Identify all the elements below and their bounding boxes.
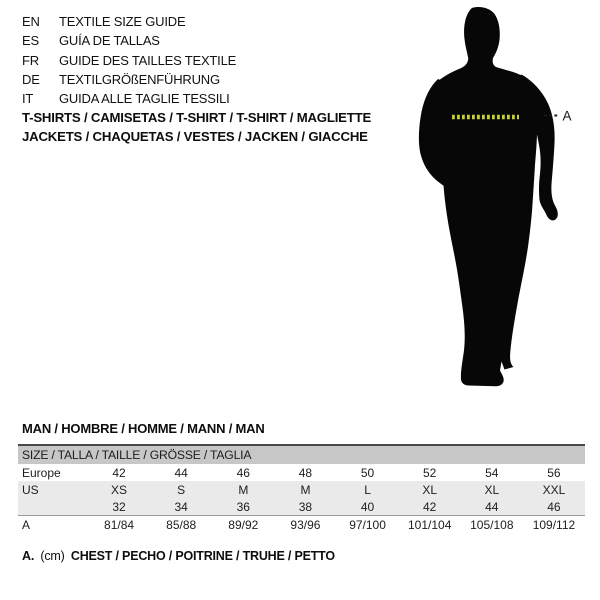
measure-label-a: A [562, 108, 572, 124]
size-cell: 81/84 [88, 516, 150, 534]
size-cell: 54 [485, 465, 499, 480]
size-cell: 38 [274, 498, 336, 516]
size-cell: 44 [174, 465, 188, 480]
size-cell: 97/100 [337, 516, 399, 534]
row-label: A [18, 516, 88, 534]
language-code: IT [22, 91, 34, 107]
size-cell: XS [88, 481, 150, 498]
row-label: Europe [22, 465, 61, 480]
size-cell: M [274, 481, 336, 498]
size-cell: 85/88 [150, 516, 212, 534]
table-row-chest-measure [18, 516, 585, 534]
size-cell: 89/92 [212, 516, 274, 534]
size-cell: XL [461, 481, 523, 498]
size-cell: 34 [150, 498, 212, 516]
size-table-header-row [18, 445, 585, 464]
row-label [18, 498, 88, 516]
size-cell: L [337, 481, 399, 498]
category-line-tshirts: T-SHIRTS / CAMISETAS / T-SHIRT / T-SHIRT / MAGLIETTE [22, 110, 372, 125]
man-silhouette [419, 7, 558, 386]
size-cell: 32 [88, 498, 150, 516]
language-code: EN [22, 14, 40, 29]
size-cell: 42 [112, 465, 126, 480]
category-line-jackets: JACKETS / CHAQUETAS / VESTES / JACKEN / GIACCHE [22, 129, 368, 145]
language-code: FR [22, 52, 39, 68]
row-label: US [18, 481, 88, 498]
size-cell: 101/104 [399, 516, 461, 534]
size-cell: XXL [523, 481, 585, 498]
language-label: TEXTILGRÖßENFÜHRUNG [59, 71, 220, 87]
size-cell: 46 [236, 465, 250, 480]
size-cell: 50 [360, 465, 375, 480]
size-cell: 93/96 [274, 516, 336, 534]
table-row-europe [18, 464, 585, 481]
size-cell: 36 [212, 498, 274, 516]
table-row-us-numbers [18, 498, 585, 516]
footnote-label: CHEST / PECHO / POITRINE / TRUHE / PETTO [70, 549, 335, 563]
language-label: GUIDE DES TAILLES TEXTILE [59, 52, 237, 68]
size-cell: 56 [547, 465, 561, 480]
footnote [22, 549, 335, 563]
size-cell: 46 [523, 498, 585, 516]
size-cell: S [150, 481, 212, 498]
size-cell: 48 [298, 465, 313, 480]
size-cell: M [212, 481, 274, 498]
language-code: DE [22, 71, 40, 87]
size-cell: 40 [337, 498, 399, 516]
size-cell: 42 [399, 498, 461, 516]
language-label: GUÍA DE TALLAS [59, 33, 160, 49]
footnote-unit: (cm) [40, 549, 65, 563]
section-title: MAN / HOMBRE / HOMME / MANN / MAN [22, 421, 265, 436]
size-cell: XL [399, 481, 461, 498]
size-table-header: SIZE / TALLA / TAILLE / GRÖSSE / TAGLIA [18, 445, 585, 464]
language-label: GUIDA ALLE TAGLIE TESSILI [59, 91, 230, 107]
language-label: TEXTILE SIZE GUIDE [59, 14, 186, 29]
size-cell: 109/112 [523, 516, 585, 534]
footnote-measure: A. [22, 549, 35, 563]
size-cell: 44 [461, 498, 523, 516]
table-row-us-letters [18, 481, 585, 498]
language-code: ES [22, 33, 39, 49]
size-cell: 105/108 [461, 516, 523, 534]
size-cell: 52 [423, 465, 437, 480]
size-table [18, 444, 585, 533]
man-body [434, 7, 537, 386]
